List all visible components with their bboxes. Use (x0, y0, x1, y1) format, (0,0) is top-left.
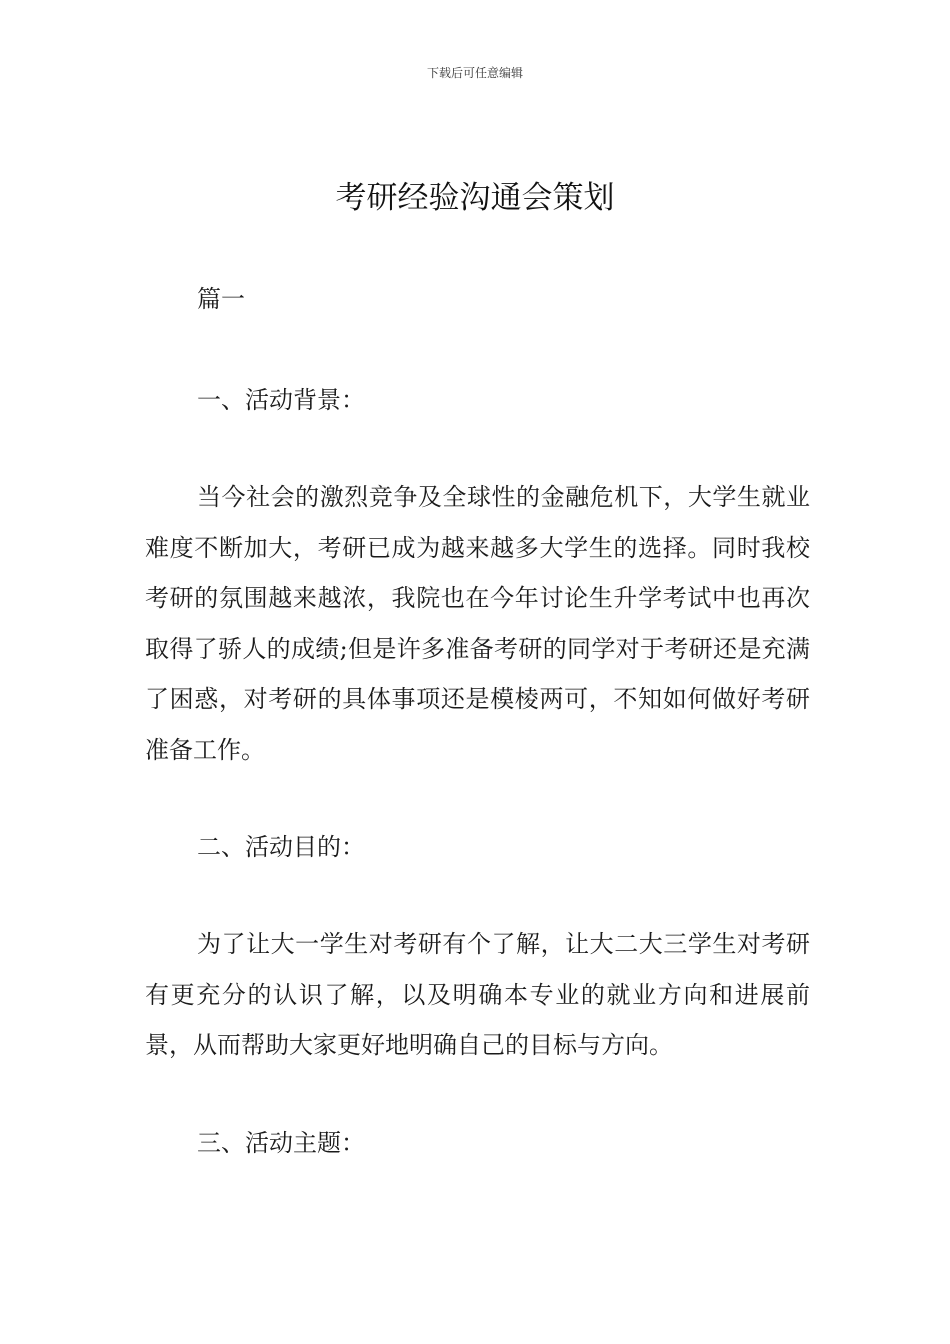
section-heading-theme: 三、活动主题： (197, 1129, 365, 1157)
section-paragraph-background: 当今社会的激烈竞争及全球性的金融危机下，大学生就业难度不断加大，考研已成为越来越多大学生的选择。同时我校考研的氛围越来越浓，我院也在今年讨论生升学考试中也再次取得了骄人的成绩;但是许多准备考研的同学对于考研还是充满了困惑，对考研的具体事项还是模棱两可，不知如何做好考研准备工作。 (145, 483, 810, 764)
part-label: 篇一 (197, 285, 245, 313)
header-note: 下载后可任意编辑 (426, 66, 523, 80)
section-paragraph-purpose: 为了让大一学生对考研有个了解，让大二大三学生对考研有更充分的认识了解，以及明确本专业的就业方向和进展前景，从而帮助大家更好地明确自己的目标与方向。 (145, 930, 810, 1060)
section-heading-background: 一、活动背景： (197, 386, 365, 414)
document-title: 考研经验沟通会策划 (335, 180, 615, 216)
section-heading-purpose: 二、活动目的： (197, 833, 365, 861)
